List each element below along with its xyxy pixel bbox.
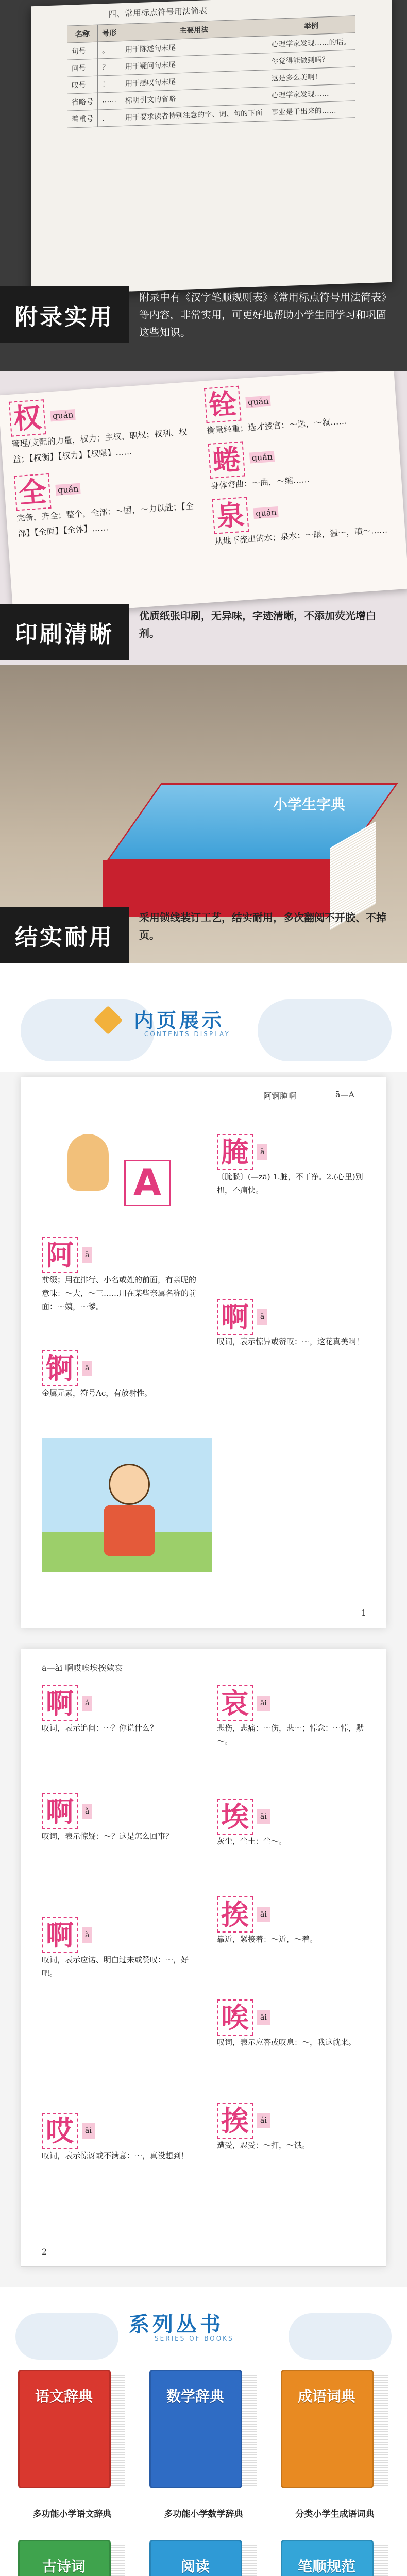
book-title: 小学生字典 bbox=[273, 796, 346, 813]
entry-text: 〔腌臜〕(—zā) 1.脏，不干净。2.(心里)别扭，不痛快。 bbox=[217, 1172, 363, 1195]
dict-entry bbox=[208, 431, 391, 494]
table-head: 举例 bbox=[267, 16, 355, 36]
sample-page-2 bbox=[21, 1649, 386, 2267]
cloud-decoration bbox=[289, 2313, 392, 2360]
entry-pinyin: à bbox=[82, 1927, 92, 1943]
entry-pinyin: quán bbox=[253, 506, 279, 518]
entry-character: 哎 bbox=[42, 2113, 78, 2149]
dict-entry bbox=[42, 2113, 196, 2162]
dict-entry bbox=[42, 1685, 196, 1735]
table-cell: 用于陈述句末尾 bbox=[121, 36, 267, 58]
table-cell: 着重号 bbox=[67, 110, 98, 128]
entry-text: 悲伤，悲痛：～伤，悲～；悼念：～悼，默～。 bbox=[217, 1723, 364, 1746]
entry-character: 哀 bbox=[217, 1685, 253, 1721]
feature-tag: 结实耐用 bbox=[0, 907, 129, 963]
entry-pinyin: ái bbox=[257, 2113, 270, 2128]
left-column bbox=[9, 389, 198, 542]
appendix-header: 四、常用标点符号用法简表 bbox=[108, 6, 208, 19]
table-cell: 事业是干出来的…… bbox=[267, 101, 355, 121]
feature-description: 附录中有《汉字笔顺规则表》《常用标点符号用法简表》等内容，非常实用，可更好地帮助小学生同学习和巩固这些知识。 bbox=[139, 291, 392, 338]
entry-text: 灰尘，尘土：尘～。 bbox=[217, 1837, 287, 1846]
table-cell: 标明引文的省略 bbox=[121, 87, 267, 109]
entry-character: 阿 bbox=[42, 1237, 78, 1273]
series-book[interactable] bbox=[281, 2370, 389, 2499]
dict-entry bbox=[204, 376, 387, 438]
dict-entry bbox=[217, 1685, 371, 1748]
book-title: 古诗词 bbox=[42, 2558, 86, 2575]
entry-pinyin: ā bbox=[82, 1247, 92, 1263]
running-head: 阿锕腌啊 bbox=[263, 1091, 297, 1101]
kangaroo-illustration bbox=[67, 1134, 109, 1191]
page-number: 2 bbox=[42, 2247, 47, 2257]
dictionary-page-photo bbox=[0, 371, 407, 616]
table-cell: 这是多么美啊！ bbox=[267, 67, 355, 87]
section-subtitle: CONTENTS DISPLAY bbox=[144, 1030, 230, 1038]
series-section bbox=[0, 2287, 407, 2576]
entry-pinyin: quán bbox=[50, 409, 76, 421]
table-cell: 。 bbox=[98, 41, 121, 59]
entry-character: 啊 bbox=[217, 1299, 253, 1335]
table-cell: 问号 bbox=[67, 59, 98, 77]
entry-text: 遭受，忍受：～打，～饿。 bbox=[217, 2141, 310, 2150]
series-book[interactable] bbox=[281, 2540, 389, 2576]
right-column bbox=[204, 376, 395, 550]
running-head: ā—ài 啊哎唉埃挨欸哀 bbox=[42, 1663, 123, 1673]
feature-tag: 印刷清晰 bbox=[0, 604, 129, 660]
entry-pinyin: āi bbox=[257, 1907, 270, 1922]
entry-pinyin: āi bbox=[257, 2010, 270, 2025]
entry-pinyin: āi bbox=[257, 1809, 270, 1824]
section-title: 内页展示 bbox=[134, 1009, 225, 1032]
entry-text: 衡量轻重；选才授官：～选，～叙…… bbox=[207, 416, 347, 436]
book-pages bbox=[242, 2543, 257, 2576]
entry-character: 挨 bbox=[217, 1896, 253, 1933]
dict-entry bbox=[42, 1350, 196, 1400]
entry-text: 金属元素，符号Ac，有放射性。 bbox=[42, 1388, 152, 1398]
book-pages bbox=[374, 2543, 388, 2576]
book-label: 多功能小学数学辞典 bbox=[164, 2509, 243, 2519]
dict-entry bbox=[42, 1793, 196, 1843]
sample-page-1-section bbox=[0, 1072, 407, 1643]
dict-entry bbox=[217, 2103, 371, 2152]
entry-pinyin: quán bbox=[249, 451, 275, 463]
entry-text: 靠近，紧接着：～近，～着。 bbox=[217, 1935, 318, 1944]
dict-entry bbox=[9, 389, 193, 468]
series-book[interactable] bbox=[149, 2540, 258, 2576]
book-title: 阅读 bbox=[180, 2558, 210, 2575]
table-cell: 叹号 bbox=[67, 76, 98, 94]
boy-illustration bbox=[42, 1438, 212, 1572]
book-title: 数学辞典 bbox=[166, 2388, 224, 2405]
entry-text: 叹词，表示惊讶或不满意：～，真没想到！ bbox=[42, 2151, 189, 2160]
print-section bbox=[0, 371, 407, 665]
dict-entry bbox=[42, 1237, 196, 1313]
entry-character: 挨 bbox=[217, 2103, 253, 2139]
entry-character: 腌 bbox=[217, 1134, 253, 1170]
entry-character: 啊 bbox=[42, 1917, 78, 1953]
entry-pinyin: á bbox=[82, 1696, 92, 1711]
entry-character: 啊 bbox=[42, 1685, 78, 1721]
entry-text: 叹词，表示应答或叹息：～，我这就来。 bbox=[217, 2038, 357, 2047]
feature-description: 优质纸张印刷，无异味，字迹清晰，不添加荧光增白剂。 bbox=[139, 609, 376, 639]
section-label: ā—A bbox=[335, 1090, 355, 1099]
entry-text: 叹词，表示惊异或赞叹：～，这花真美啊！ bbox=[217, 1337, 364, 1346]
book-title: 语文辞典 bbox=[35, 2388, 93, 2405]
entry-text: 前缀；用在排行、小名或姓的前面，有亲昵的意味：～大，～三……用在某些亲属名称的前面：～姨，～爹。 bbox=[42, 1275, 197, 1311]
entry-pinyin: quán bbox=[55, 483, 81, 495]
entry-character: 蜷 bbox=[208, 441, 245, 479]
table-cell: ． bbox=[98, 109, 121, 127]
entry-pinyin: āi bbox=[82, 2123, 95, 2139]
entry-pinyin: ā bbox=[82, 1361, 92, 1376]
entry-character: 啊 bbox=[42, 1793, 78, 1829]
table-cell: …… bbox=[98, 92, 121, 110]
binding-section bbox=[0, 665, 407, 963]
book-label: 分类小学生成语词典 bbox=[295, 2509, 375, 2519]
entry-pinyin: ǎ bbox=[82, 1804, 92, 1819]
table-cell: 你觉得能做到吗？ bbox=[267, 50, 355, 70]
book-pages bbox=[111, 2543, 125, 2576]
entry-character: 权 bbox=[9, 399, 46, 437]
table-head: 名称 bbox=[67, 25, 98, 43]
dict-entry bbox=[217, 1896, 371, 1946]
entry-text: 从地下流出的水；泉水：～眼，温～，喷～…… bbox=[214, 524, 388, 547]
entry-pinyin: āi bbox=[257, 1696, 270, 1711]
section-banner bbox=[113, 1005, 309, 1041]
entry-text: 叹词，表示追问：～？你说什么？ bbox=[42, 1723, 158, 1733]
series-book[interactable] bbox=[18, 2370, 126, 2499]
appendix-page-photo bbox=[31, 0, 392, 295]
table-cell: 心理学家发现……的话。 bbox=[267, 33, 355, 53]
dict-entry bbox=[42, 1917, 196, 1980]
entry-text: 管理/支配的力量，权力；主权、职权；权利、权益；【权衡】【权力】【权限】…… bbox=[11, 427, 188, 465]
book-label: 多功能小学语文辞典 bbox=[32, 2509, 112, 2519]
table-head: 号形 bbox=[98, 24, 121, 42]
entry-text: 叹词，表示惊疑：～？这是怎么回事？ bbox=[42, 1832, 174, 1841]
page-number: 1 bbox=[361, 1608, 367, 1618]
series-title: 系列丛书 bbox=[129, 2312, 224, 2336]
entry-character: 铨 bbox=[204, 386, 242, 423]
dict-entry bbox=[217, 1799, 371, 1848]
appendix-section bbox=[0, 0, 407, 371]
book-pages bbox=[374, 2373, 388, 2488]
table-cell: 用于疑问句末尾 bbox=[121, 53, 267, 75]
series-book[interactable] bbox=[18, 2540, 126, 2576]
dict-entry bbox=[217, 1299, 371, 1348]
cloud-decoration bbox=[15, 2313, 118, 2360]
entry-pinyin: ā bbox=[257, 1144, 267, 1160]
entry-character: 全 bbox=[14, 473, 52, 511]
book-pages bbox=[242, 2373, 257, 2488]
entry-text: 身体弯曲：～曲，～缩…… bbox=[210, 474, 310, 491]
book-pages bbox=[111, 2373, 125, 2488]
entry-text: 完备，齐全；整个，全部：～国，～力以赴；【全部】【全面】【全体】…… bbox=[16, 501, 194, 539]
series-book[interactable] bbox=[149, 2370, 258, 2499]
entry-character: 唉 bbox=[217, 1999, 253, 2036]
entry-character: 埃 bbox=[217, 1799, 253, 1835]
punctuation-table bbox=[67, 15, 355, 128]
entry-pinyin: ā bbox=[257, 1309, 267, 1325]
sample-page-2-section bbox=[0, 1643, 407, 2287]
table-cell: 句号 bbox=[67, 42, 98, 60]
dict-entry bbox=[217, 1999, 371, 2049]
dict-entry bbox=[217, 1134, 371, 1197]
book-photo bbox=[103, 783, 371, 917]
table-cell: 心理学家发现…… bbox=[267, 84, 355, 104]
content-display-header bbox=[0, 963, 407, 1072]
feature-description: 采用锁线装订工艺，结实耐用，多次翻阅不开胶、不掉页。 bbox=[139, 911, 386, 941]
table-cell: ？ bbox=[98, 58, 121, 76]
sample-page-1 bbox=[21, 1077, 386, 1628]
dict-entry bbox=[14, 463, 198, 541]
dict-entry bbox=[212, 487, 395, 550]
table-cell: 省略号 bbox=[67, 93, 98, 111]
table-cell: 用于要求读者特别注意的字、词、句的下面 bbox=[121, 104, 267, 126]
entry-character: 泉 bbox=[212, 497, 249, 534]
table-head: 主要用法 bbox=[121, 19, 267, 41]
book-title: 笔顺规范 bbox=[297, 2558, 355, 2575]
book-title: 成语词典 bbox=[297, 2388, 355, 2405]
series-subtitle: SERIES OF BOOKS bbox=[155, 2335, 234, 2342]
letter-block: A bbox=[124, 1160, 171, 1206]
table-cell: 用于感叹句末尾 bbox=[121, 70, 267, 92]
entry-character: 锕 bbox=[42, 1350, 78, 1386]
entry-text: 叹词，表示应诺、明白过来或赞叹：～，好吧。 bbox=[42, 1955, 189, 1978]
feature-tag: 附录实用 bbox=[0, 286, 129, 343]
entry-pinyin: quán bbox=[245, 395, 271, 408]
table-cell: ！ bbox=[98, 75, 121, 93]
